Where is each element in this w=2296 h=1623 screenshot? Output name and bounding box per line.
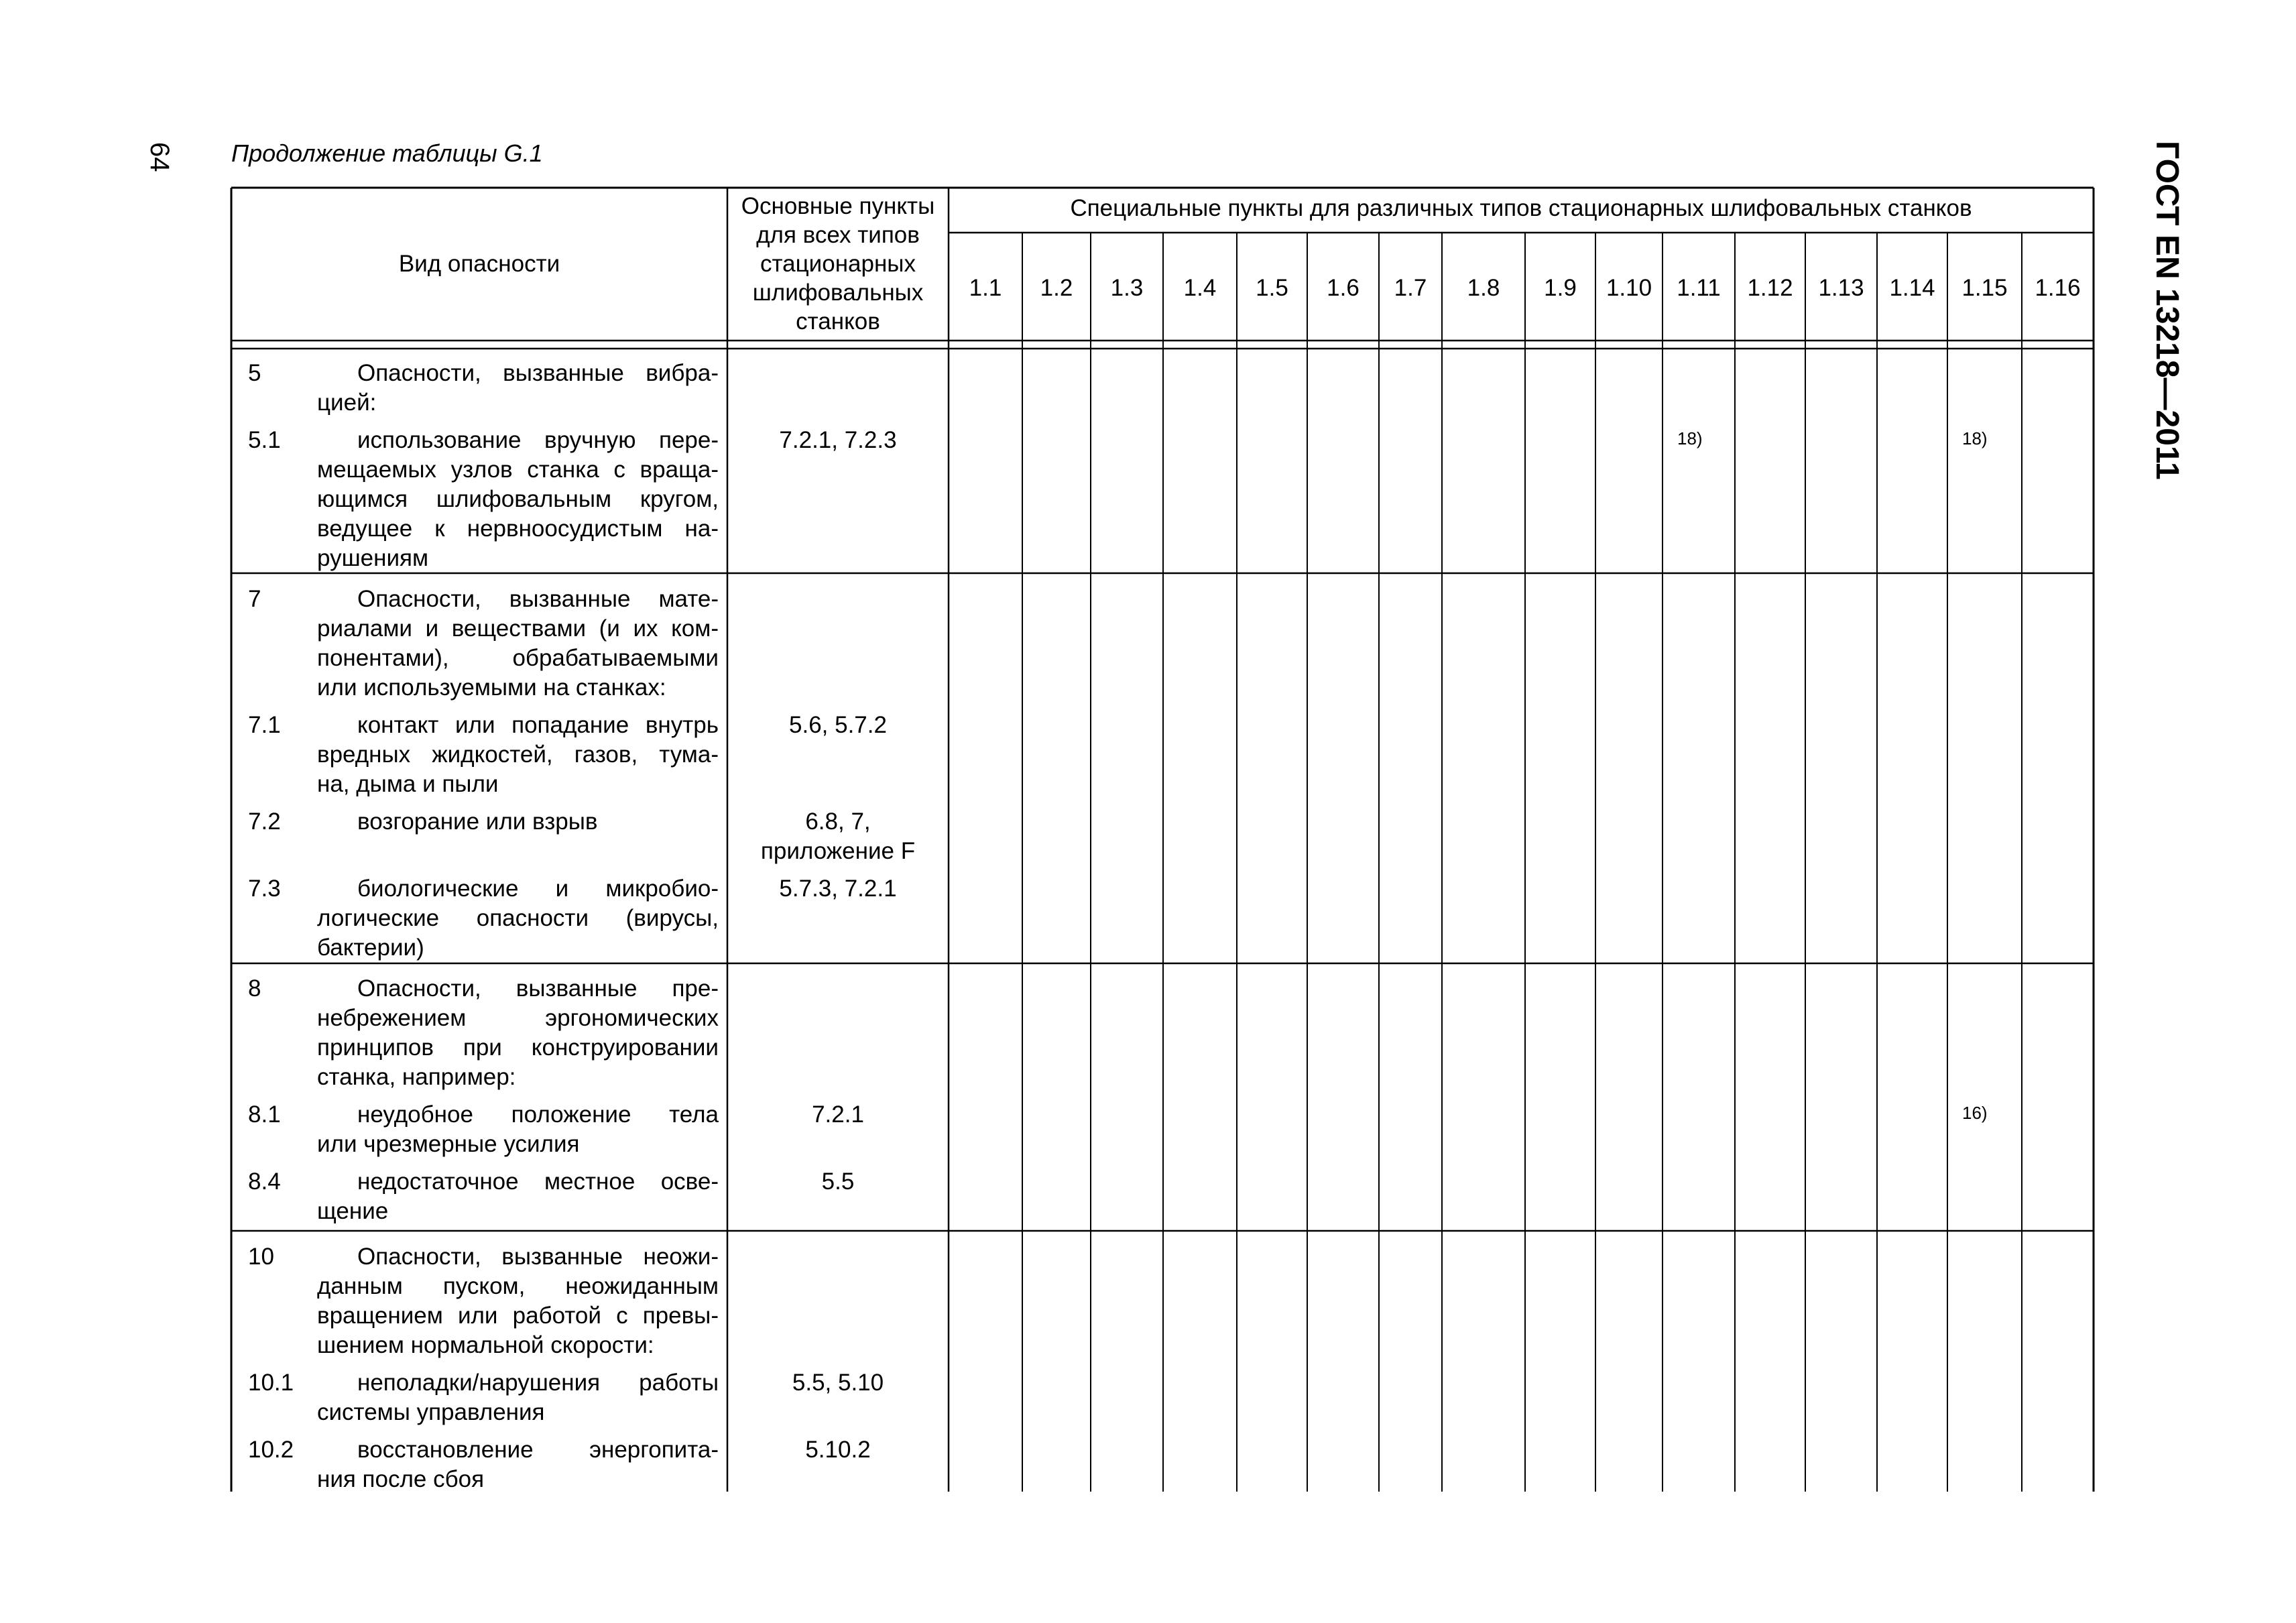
main-clause-ref: 5.5, 5.10 [792, 1370, 884, 1396]
hazard-text-line: на, дыма и пыли [317, 771, 499, 797]
subcolumn-label: 1.3 [1110, 275, 1144, 301]
hazard-text-line: ющимся шлифовальным кругом, [317, 486, 719, 512]
hazard-text-line: риалами и веществами (и их ком- [317, 615, 719, 642]
subcolumn-label: 1.14 [1889, 275, 1935, 301]
hazard-text-line: ния после сбоя [317, 1466, 485, 1492]
subcolumn-label: 1.4 [1183, 275, 1217, 301]
subcolumn-label: 1.5 [1256, 275, 1288, 301]
footnote-ref: 16) [1962, 1103, 1988, 1123]
hazard-text-line: Опасности, вызванные мате- [357, 586, 719, 612]
hazard-text-line: недостаточное местное осве- [357, 1168, 719, 1195]
main-clause-ref: приложение F [760, 838, 916, 864]
subcolumn-label: 1.10 [1606, 275, 1652, 301]
subcolumn-label: 1.13 [1818, 275, 1864, 301]
hazard-text-line: цией: [317, 389, 377, 416]
hazard-text-line: или чрезмерные усилия [317, 1131, 580, 1157]
subcolumn-label: 1.16 [2035, 275, 2081, 301]
row-number: 8.1 [248, 1101, 281, 1128]
row-number: 7 [248, 586, 261, 612]
hazard-text-line: станка, например: [317, 1064, 516, 1090]
row-number: 8.4 [248, 1168, 281, 1195]
footnote-ref: 18) [1962, 428, 1988, 448]
subcolumn-label: 1.6 [1327, 275, 1360, 301]
page-number: 64 [145, 142, 174, 172]
main-clause-ref: 5.6, 5.7.2 [789, 712, 887, 738]
main-clause-ref: 5.5 [821, 1168, 855, 1195]
subcolumn-label: 1.9 [1544, 275, 1577, 301]
header-special-clauses: Специальные пункты для различных типов стационарных шлифовальных станков [1070, 195, 1972, 221]
row-number: 8 [248, 975, 261, 1002]
hazard-text-line: системы управления [317, 1399, 545, 1425]
header-hazard-type: Вид опасности [398, 251, 560, 277]
hazard-text-line: возгорание или взрыв [357, 808, 598, 835]
main-clause-ref: 5.10.2 [805, 1437, 871, 1463]
hazard-text-line: рушениям [317, 545, 429, 571]
main-clause-ref: 5.7.3, 7.2.1 [779, 876, 897, 902]
hazard-text-line: Опасности, вызванные пре- [357, 975, 719, 1002]
hazard-text-line: ведущее к нервноосудистым на- [317, 516, 719, 542]
hazard-text-line: логические опасности (вирусы, [317, 905, 719, 931]
table-caption: Продолжение таблицы G.1 [231, 139, 543, 167]
footnote-ref: 18) [1677, 428, 1703, 448]
subcolumn-label: 1.12 [1747, 275, 1793, 301]
hazard-text-line: вращением или работой с превы- [317, 1303, 719, 1329]
main-clause-ref: 6.8, 7, [805, 808, 871, 835]
subcolumn-label: 1.8 [1467, 275, 1500, 301]
header-main-line: для всех типов [756, 222, 920, 248]
subcolumn-label: 1.7 [1394, 275, 1427, 301]
row-number: 10.1 [248, 1370, 294, 1396]
main-clause-ref: 7.2.1 [812, 1101, 864, 1128]
header-main-line: станков [796, 308, 880, 335]
subcolumn-label: 1.2 [1040, 275, 1073, 301]
hazard-text-line: небрежением эргономических [317, 1005, 719, 1031]
row-number: 7.3 [248, 876, 281, 902]
hazard-text-line: принципов при конструировании [317, 1034, 719, 1061]
subcolumn-label: 1.15 [1961, 275, 2008, 301]
hazard-text-line: восстановление энергопита- [357, 1437, 719, 1463]
header-main-line: шлифовальных [752, 280, 924, 306]
header-main-line: Основные пункты [741, 193, 935, 219]
subcolumn-label: 1.11 [1677, 275, 1721, 301]
row-number: 7.2 [248, 808, 281, 835]
hazard-text-line: мещаемых узлов станка с враща- [317, 457, 719, 483]
hazard-text-line: неудобное положение тела [357, 1101, 719, 1128]
main-clause-ref: 7.2.1, 7.2.3 [779, 427, 897, 453]
document-code: ГОСТ EN 13218—2011 [2149, 141, 2185, 480]
row-number: 5 [248, 360, 261, 386]
row-number: 10.2 [248, 1437, 294, 1463]
hazard-text-line: бактерии) [317, 935, 424, 961]
subcolumn-label: 1.1 [969, 275, 1002, 301]
row-number: 10 [248, 1244, 274, 1270]
row-number: 7.1 [248, 712, 281, 738]
hazard-text-line: Опасности, вызванные вибра- [357, 360, 719, 386]
header-main-line: стационарных [760, 251, 916, 277]
hazard-text-line: данным пуском, неожиданным [317, 1273, 719, 1299]
hazard-text-line: биологические и микробио- [357, 876, 719, 902]
hazard-text-line: неполадки/нарушения работы [357, 1370, 719, 1396]
hazard-text-line: или используемыми на станках: [317, 674, 666, 701]
row-number: 5.1 [248, 427, 281, 453]
hazard-text-line: понентами), обрабатываемыми [317, 645, 719, 671]
hazard-text-line: щение [317, 1198, 389, 1224]
hazard-text-line: контакт или попадание внутрь [357, 712, 719, 738]
hazard-text-line: вредных жидкостей, газов, тума- [317, 741, 719, 768]
hazard-text-line: использование вручную пере- [357, 427, 719, 453]
hazard-text-line: Опасности, вызванные неожи- [357, 1244, 719, 1270]
hazard-text-line: шением нормальной скорости: [317, 1332, 654, 1358]
